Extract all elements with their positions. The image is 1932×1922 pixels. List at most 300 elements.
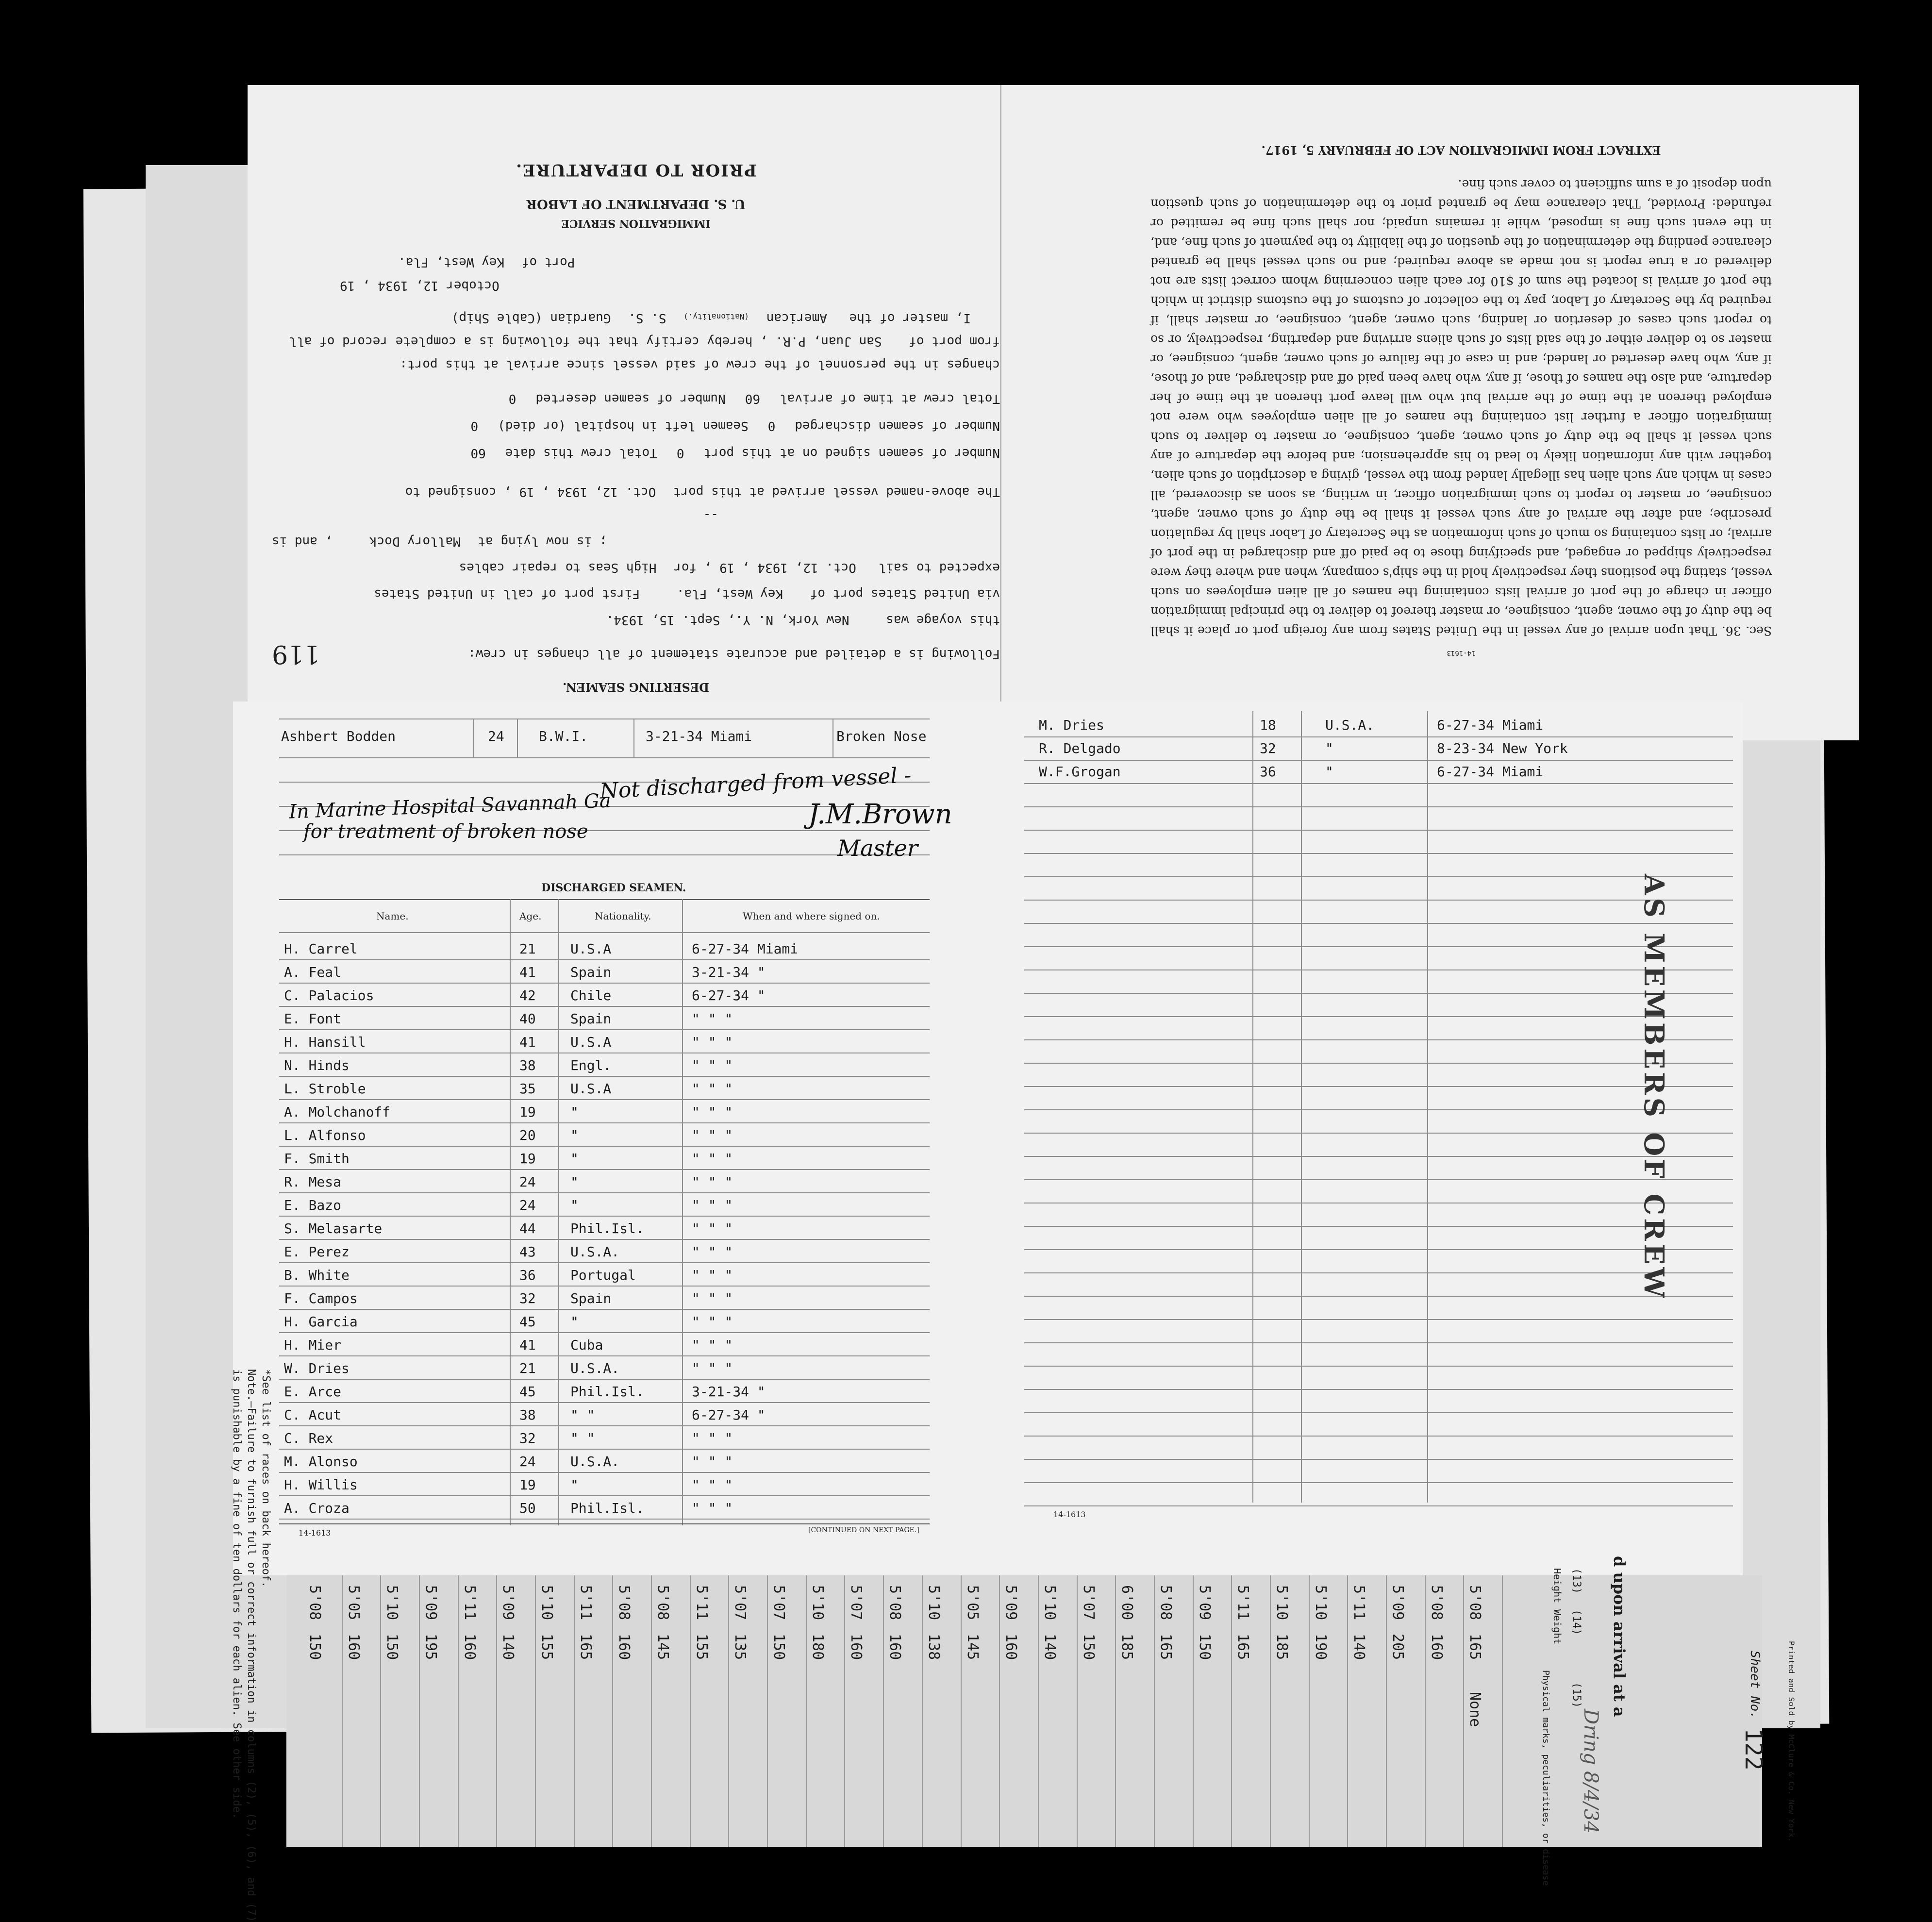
row-rule [279,1006,930,1007]
row-rule [1024,853,1733,854]
row-rule [279,1309,930,1310]
height-value: 5'05 [345,1585,362,1621]
crew-nationality: " [1325,764,1333,780]
height-value: 5'08 [616,1585,633,1621]
column-rule [1115,1575,1116,1847]
seaman-age: 45 [519,1314,536,1330]
column-rule [458,1575,459,1847]
height-value: 5'09 [1389,1585,1406,1621]
height-value: 5'10 [925,1585,942,1621]
from-port-label: from port of [909,334,1000,349]
arrived-value: Oct. 12, 1934 [557,485,656,499]
table-row [279,1101,930,1124]
weight-value: 160 [616,1634,633,1660]
weight-value: 138 [925,1634,942,1660]
row-rule [279,1425,930,1426]
seaman-signed: " " " [692,1244,733,1260]
extract-form-no: 14-1613 [1447,649,1476,657]
list-item [1024,1066,1733,1089]
column-rule [690,1575,691,1847]
seaman-name: A. Feal [284,964,342,980]
table-row [279,1194,930,1218]
master-signature: J.M.Brown [808,799,952,830]
seaman-signed: 6-27-34 " [692,1407,766,1423]
pencil-note: Dring 8/4/34 [1580,1709,1602,1834]
seaman-signed: " " " [692,1104,733,1120]
seaman-nationality: Cuba [570,1337,603,1353]
height-value: 5'08 [886,1585,904,1621]
column-rule [1463,1575,1464,1847]
agency-immigration: IMMIGRATION SERVICE [561,217,711,230]
col-name-header: Name. [376,910,409,922]
height-value: 5'07 [770,1585,788,1621]
via-label: via United States port of [810,586,1000,601]
height-value: 5'08 [1428,1585,1445,1621]
seaman-signed: " " " [692,1290,733,1306]
column-rule [342,1575,343,1847]
table-row [279,938,930,961]
column-rule [961,1575,962,1847]
list-item [1024,1136,1733,1159]
master-signature-title: Master [837,835,918,861]
row-rule [1024,830,1733,831]
height-value: 5'09 [500,1585,517,1621]
row-rule [1024,1482,1733,1483]
seaman-name: L. Stroble [284,1081,366,1097]
seaman-signed: " " " [692,1314,733,1330]
seaman-nationality: U.S.A. [570,1360,620,1376]
table-row [279,1124,930,1148]
height-value: 5'09 [422,1585,440,1621]
column-rule [728,1575,729,1847]
seaman-signed: " " " [692,1011,733,1027]
seaman-age: 19 [519,1477,536,1493]
weight-value: 150 [770,1634,788,1660]
ss-label: S. S. [628,311,666,325]
physical-marks-value: None [1466,1692,1484,1727]
arrival-text: d upon arrival at a [1610,1556,1629,1717]
side-note [204,1369,272,1922]
row-rule [1024,876,1733,877]
seaman-nationality: U.S.A. [570,1244,620,1260]
col-signed-header: When and where signed on. [743,910,880,922]
col13-label: (13) [1570,1568,1582,1594]
hospital-label: Seamen left in hospital (or died) [498,418,749,433]
seaman-age: 24 [519,1454,536,1470]
list-item [1024,739,1733,763]
deserted-label: Number of seamen deserted [535,391,726,406]
hospital-entry-condition: Broken Nose [836,728,927,744]
weight-value: 185 [1118,1634,1136,1660]
departure-heading: PRIOR TO DEPARTURE. [515,160,757,180]
date-value: October 12, 1934 [378,278,500,293]
row-rule [279,1519,930,1520]
seaman-age: 40 [519,1011,536,1027]
list-item [1024,996,1733,1019]
height-value: 5'11 [1234,1585,1252,1621]
weight-value: 190 [1312,1634,1329,1660]
height-value: 5'10 [1312,1585,1329,1621]
seaman-name: C. Acut [284,1407,342,1423]
column-rule [1231,1575,1232,1847]
seaman-signed: " " " [692,1337,733,1353]
row-rule [279,1355,930,1356]
hospital-note-marine: In Marine Hospital Savannah Ga [288,789,612,823]
seaman-nationality: Spain [570,1011,612,1027]
list-item [1024,856,1733,879]
stamp-number: 119 [272,639,320,669]
seaman-age: 38 [519,1057,536,1073]
seaman-name: H. Carrel [284,941,358,957]
row-rule [1024,1296,1733,1297]
weight-value: 205 [1389,1634,1406,1660]
weight-value: 185 [1273,1634,1290,1660]
list-item [1024,926,1733,949]
seaman-age: 24 [519,1197,536,1213]
signed-value: 0 [676,446,684,460]
height-value: 5'11 [1350,1585,1368,1621]
seaman-nationality: Chile [570,987,612,1003]
seaman-age: 38 [519,1407,536,1423]
row-rule [279,1332,930,1333]
row-rule [279,1099,930,1100]
signed-label: Number of seamen signed on at this port [703,446,1000,460]
nationality-caption: (Nationality.) [683,312,749,321]
list-item [1024,716,1733,739]
row-rule [279,1239,930,1240]
list-item [1024,1299,1733,1322]
height-value: 6'00 [1118,1585,1136,1621]
seaman-signed: 6-27-34 " [692,987,766,1003]
row-rule [279,1146,930,1147]
voyage-label: this voyage was [886,613,1000,627]
row-rule [279,1262,930,1263]
continued-note: [CONTINUED ON NEXT PAGE.] [808,1526,919,1534]
row-rule [1024,1249,1733,1250]
list-item [1024,1089,1733,1112]
column-rule [535,1575,536,1847]
list-item [1024,1252,1733,1275]
first-port-label: First port of call in United States [374,586,640,601]
table-row [279,961,930,985]
seaman-nationality: U.S.A [570,1081,612,1097]
crew-banner [1638,874,1670,1554]
crew-signed: 8-23-34 New York [1437,740,1568,756]
seaman-name: F. Campos [284,1290,358,1306]
height-value: 5'07 [732,1585,749,1621]
row-rule [1024,1086,1733,1087]
seaman-name: B. White [284,1267,350,1283]
row-rule [1024,1039,1733,1040]
row-rule [1024,1342,1733,1343]
crew-signed: 6-27-34 Miami [1437,764,1544,780]
total-crew-value: 60 [745,391,761,406]
crew-name: M. Dries [1039,717,1104,733]
table-row [279,1218,930,1241]
height-value: 5'10 [809,1585,826,1621]
printer-credit: Printed and Sold by McClure & Co. New York. [1787,1641,1796,1842]
list-item [1024,1205,1733,1229]
col-age-header: Age. [519,910,542,922]
seaman-nationality: U.S.A [570,1034,612,1050]
seaman-signed: " " " [692,1151,733,1167]
discharged-title: DISCHARGED SEAMEN. [541,882,686,894]
column-rule [496,1575,497,1847]
weight-value: 145 [654,1634,672,1660]
consigned-value: -- [703,508,718,522]
column-rule [806,1575,807,1847]
sheet-label: Sheet No. [1748,1651,1762,1719]
hospital-entry-name: Ashbert Bodden [281,728,396,744]
height-value: 5'05 [964,1585,981,1621]
side-note-line2: Note.—Failure to furnish full or correct information in columns (2), (5), (6), and (7) [245,1369,257,1922]
list-item [1024,879,1733,903]
seaman-age: 42 [519,987,536,1003]
table-row [279,1427,930,1451]
weight-value: 180 [809,1634,826,1660]
side-note-line1: *See list of races on back hereof. [260,1369,272,1588]
list-item [1024,1485,1733,1508]
row-rule [1024,1016,1733,1017]
weight-value: 195 [422,1634,440,1660]
seaman-nationality: " [570,1314,579,1330]
weight-value: 150 [306,1634,323,1660]
seaman-name: H. Willis [284,1477,358,1493]
total-date-label: Total crew this date [505,446,657,460]
seaman-name: C. Rex [284,1430,333,1446]
list-item [1024,1275,1733,1299]
consigned-label: , 19 , consigned to [405,485,550,499]
table-row [279,1148,930,1171]
seaman-age: 24 [519,1174,536,1190]
voyage-value: New York, N. Y., Sept. 15, 1934. [606,613,849,627]
seaman-signed: " " " [692,1081,733,1097]
table-row [279,1264,930,1287]
seaman-nationality: " [570,1174,579,1190]
seaman-age: 41 [519,1034,536,1050]
list-item [1024,1322,1733,1345]
for-label: , 19 , for [674,560,750,575]
column-rule [380,1575,381,1847]
column-rule [844,1575,845,1847]
column-rule [1502,1575,1503,1847]
row-rule [1024,806,1733,807]
seaman-name: H. Garcia [284,1314,358,1330]
crew-age: 36 [1260,764,1276,780]
weight-value: 150 [1196,1634,1213,1660]
row-rule [279,1495,930,1496]
arrived-label: The above-named vessel arrived at this port [673,485,1000,499]
seaman-age: 45 [519,1384,536,1400]
column-rule [1309,1575,1310,1847]
list-item [1024,1112,1733,1136]
seaman-nationality: Spain [570,1290,612,1306]
table-row [279,1451,930,1474]
row-rule [1024,1319,1733,1320]
height-value: 5'08 [654,1585,672,1621]
height-value: 5'10 [1273,1585,1290,1621]
hospital-value: 0 [470,418,479,433]
weight-value: 150 [1080,1634,1097,1660]
crew-nationality: U.S.A. [1325,717,1375,733]
seaman-name: H. Mier [284,1337,342,1353]
lying-value: Mallory Dock [369,534,461,549]
row-rule [1024,1436,1733,1437]
seaman-signed: " " " [692,1197,733,1213]
seaman-nationality: " " [570,1407,595,1423]
hospital-entry-nationality: B.W.I. [539,728,588,744]
column-rule [1270,1575,1271,1847]
list-item [1024,833,1733,856]
seaman-signed: " " " [692,1430,733,1446]
column-rule [883,1575,884,1847]
master-label: I, master of the [849,311,971,325]
row-rule [279,1029,930,1030]
seaman-name: R. Mesa [284,1174,342,1190]
weight-value: 160 [1002,1634,1020,1660]
row-rule [1024,1133,1733,1134]
nationality-value: American [766,311,827,325]
table-row [279,1287,930,1311]
column-rule [1347,1575,1348,1847]
seaman-name: E. Perez [284,1244,350,1260]
list-item [1024,1019,1733,1042]
side-note-line3: is punishable by a fine of ten dollars for each alien. See other side. [231,1369,243,1820]
row-rule [1024,1412,1733,1413]
height-value: 5'10 [383,1585,401,1621]
table-row [279,1008,930,1031]
seaman-nationality: " " [570,1430,595,1446]
table-row [279,1497,930,1521]
weight-value: 165 [1157,1634,1174,1660]
weight-header: Weight [1551,1609,1563,1645]
via-value: Key West, Fla. [676,586,783,601]
list-item [1024,1369,1733,1392]
seaman-age: 19 [519,1104,536,1120]
height-value: 5'09 [1002,1585,1020,1621]
height-value: 5'07 [1080,1585,1097,1621]
table-row [279,1078,930,1101]
row-rule [279,959,930,960]
crew-banner-text: AS MEMBERS OF CREW [1638,874,1670,1301]
weight-value: 160 [848,1634,865,1660]
height-value: 5'09 [1196,1585,1213,1621]
seaman-signed: " " " [692,1267,733,1283]
column-rule [1077,1575,1078,1847]
weight-value: 165 [577,1634,594,1660]
row-rule [1024,760,1733,761]
seaman-nationality: U.S.A [570,941,612,957]
row-rule [1024,1389,1733,1390]
seaman-nationality: " [570,1197,579,1213]
seaman-name: F. Smith [284,1151,350,1167]
seaman-age: 36 [519,1267,536,1283]
and-is-label: , and is [272,534,333,549]
weight-value: 155 [693,1634,710,1660]
seaman-signed: " " " [692,1057,733,1073]
height-value: 5'11 [461,1585,478,1621]
list-item [1024,949,1733,972]
row-rule [1024,900,1733,901]
table-row [279,1054,930,1078]
seaman-name: A. Molchanoff [284,1104,391,1120]
seaman-nationality: Phil.Isl. [570,1384,644,1400]
seaman-name: N. Hinds [284,1057,350,1073]
port-value: Key West, Fla. [398,255,505,269]
seaman-name: L. Alfonso [284,1127,366,1143]
row-rule [1024,1156,1733,1157]
row-rule [1024,993,1733,994]
column-rule [922,1575,923,1847]
list-item [1024,972,1733,996]
seaman-age: 19 [519,1151,536,1167]
departure-form-upside-down [272,95,1000,697]
seaman-name: H. Hansill [284,1034,366,1050]
weight-value: 135 [732,1634,749,1660]
table-row [279,1334,930,1357]
list-item [1024,1462,1733,1485]
deserted-value: 0 [508,391,516,406]
seaman-signed: 3-21-34 " [692,964,766,980]
height-value: 5'11 [577,1585,594,1621]
crew-name: R. Delgado [1039,740,1121,756]
table-row [279,1171,930,1194]
list-item [1024,786,1733,809]
row-rule [279,1169,930,1170]
crew-age: 32 [1260,740,1276,756]
immigration-act-extract [1150,95,1772,663]
sheet-fold [1000,85,1001,716]
table-row [279,1474,930,1497]
weight-value: 140 [1350,1634,1368,1660]
row-rule [279,1192,930,1193]
list-item [1024,1042,1733,1066]
height-value: 5'10 [538,1585,556,1621]
marks-header: Physical marks, peculiarities, or disease [1541,1670,1551,1886]
column-rule [1386,1575,1387,1847]
list-item [1024,1345,1733,1369]
port-label: Port of [521,255,575,269]
table-row [279,1031,930,1054]
seaman-name: S. Melasarte [284,1220,383,1237]
right-form-number: 14-1613 [1053,1510,1086,1519]
height-value: 5'11 [693,1585,710,1621]
weight-value: 140 [500,1634,517,1660]
column-rule [767,1575,768,1847]
crew-name: W.F.Grogan [1039,764,1121,780]
crew-age: 18 [1260,717,1276,733]
col14-label: (14) [1570,1609,1582,1635]
table-row [279,1404,930,1427]
hospital-note-discharge: Not discharged from vessel - [599,763,912,804]
column-rule [1193,1575,1194,1847]
column-rule [999,1575,1000,1847]
seaman-name: M. Alonso [284,1454,358,1470]
seaman-signed: " " " [692,1220,733,1237]
seaman-age: 43 [519,1244,536,1260]
row-rule [1024,1179,1733,1180]
weight-value: 155 [538,1634,556,1660]
column-rule [1425,1575,1426,1847]
weight-value: 165 [1466,1634,1484,1660]
row-rule [1024,923,1733,924]
seaman-signed: 3-21-34 " [692,1384,766,1400]
seaman-name: W. Dries [284,1360,350,1376]
extract-body: Sec. 36. That upon arrival of any vessel in the United States from any foreign port or place it shall be the duty of the owner, agent, consignee, or master thereof to deliver to the principal immigration officer in charge of the port of arrival lists containing the names of all alien employees on such vessel, stating the positions they respectively hold in the ship's company, when and where they were respectively shipped or engaged, and specifying those to be paid off and discharged in the port of arrival; or lists containing so much of such information as the Secretary of Labor shall by regulation prescribe; and after the arrival of any such vessel it shall be the duty of such owner, agent, consignee, or master to report to such immigration officer, in writing, as soon as discovered, all cases in which any such alien has illegally landed from the vessel, giving a description of such alien, together with any information likely to lead to his apprehension; and before the departure of any such vessel it shall be the duty of such owner, agent, consignee, or master to deliver to such immigration officer a further list containing the names of all alien employees who were not employed thereon at the time of the arrival but who will leave port thereon at the time of her departure, and also the names of those, if any, who have been paid off and discharged, and of those, if any, who have deserted or landed; and in case of the failure of such owner, agent, consignee, or master so to deliver either of the said lists of such aliens arriving and departing, respectively, or so to report such cases of desertion or landing, such owner, agent, consignee, or master shall, if required by the Secretary of Labor, pay to the collector of customs of the customs district in which the port of arrival is located the sum of $10 for each alien concerning whom correct lists are not delivered or a true report is not made as above required; and no such vessel shall be granted clearance pending the determination of the question of the liability to the payment of such fine, and, in the event such fine is imposed, while it remains unpaid; nor shall such fine be remitted or refunded: Provided, That clearance may be granted prior to the determination of such question upon deposit of a sum sufficient to cover such fine. [1150,177,1772,638]
seaman-age: 44 [519,1220,536,1237]
list-item [1024,1229,1733,1252]
row-rule [279,1286,930,1287]
